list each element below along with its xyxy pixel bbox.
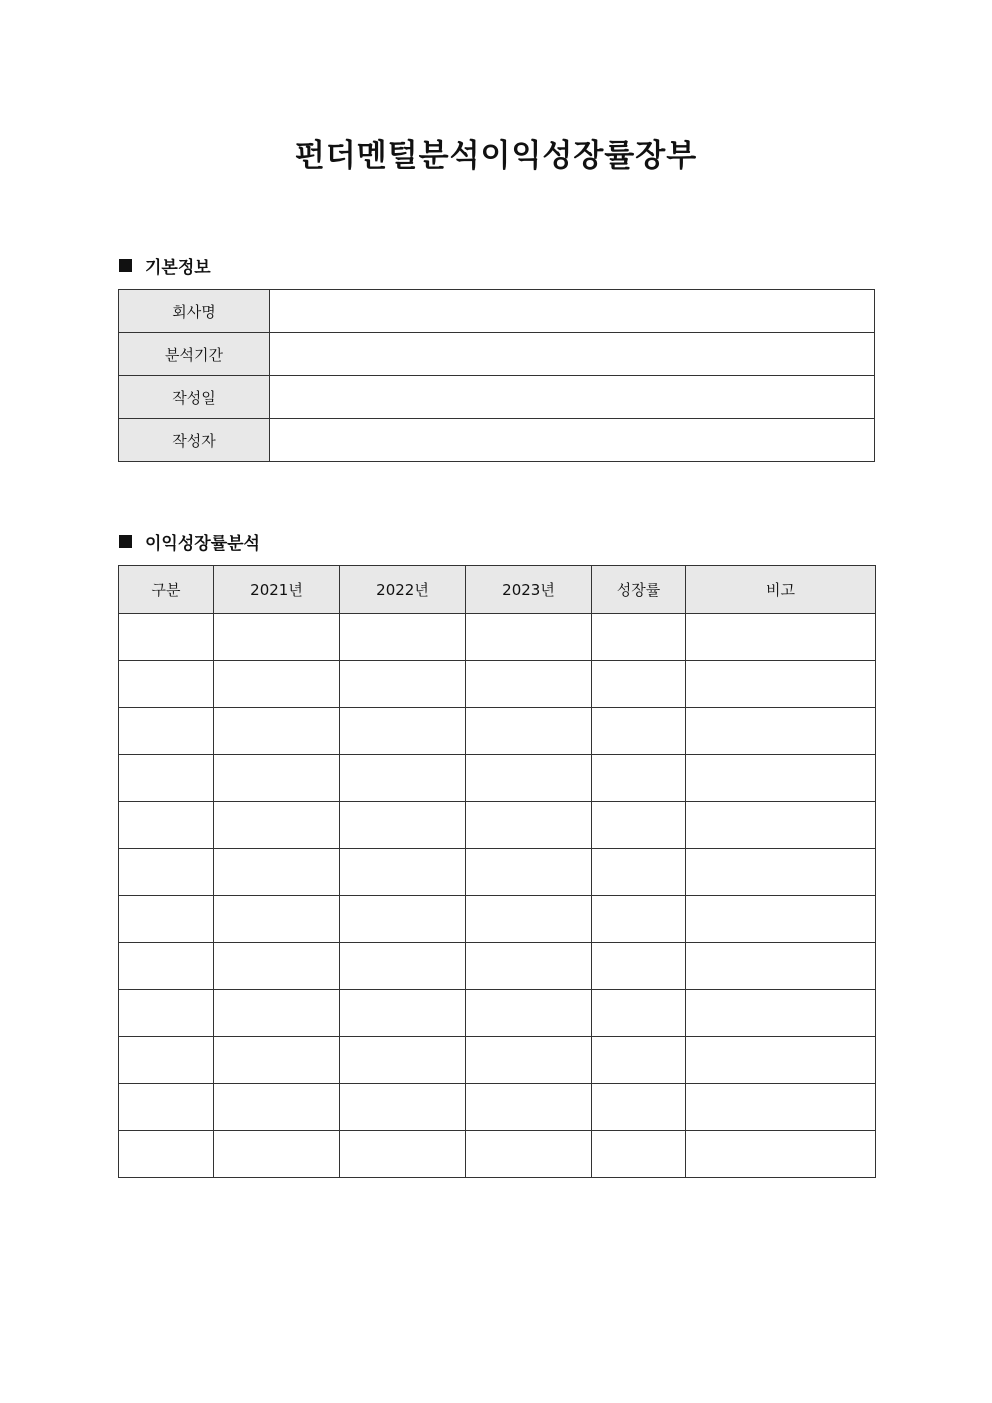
column-header-growth-rate: 성장률: [592, 566, 686, 614]
category-cell[interactable]: [119, 943, 214, 990]
category-cell[interactable]: [119, 1037, 214, 1084]
year-2021-cell[interactable]: [214, 849, 340, 896]
table-row: [119, 614, 876, 661]
growth-rate-cell[interactable]: [592, 896, 686, 943]
category-cell[interactable]: [119, 708, 214, 755]
remarks-cell[interactable]: [686, 614, 876, 661]
info-row-author: [119, 419, 875, 462]
growth-rate-cell[interactable]: [592, 755, 686, 802]
growth-rate-cell[interactable]: [592, 1131, 686, 1178]
table-row: [119, 708, 876, 755]
remarks-cell[interactable]: [686, 755, 876, 802]
year-2022-cell[interactable]: [340, 896, 466, 943]
remarks-cell[interactable]: [686, 802, 876, 849]
year-2023-cell[interactable]: [466, 990, 592, 1037]
remarks-cell[interactable]: [686, 849, 876, 896]
year-2021-cell[interactable]: [214, 1131, 340, 1178]
year-2022-cell[interactable]: [340, 1037, 466, 1084]
remarks-cell[interactable]: [686, 1037, 876, 1084]
column-header-2022: 2022년: [340, 566, 466, 614]
category-cell[interactable]: [119, 1084, 214, 1131]
growth-rate-cell[interactable]: [592, 802, 686, 849]
info-value-period[interactable]: [270, 333, 875, 376]
growth-rate-cell[interactable]: [592, 990, 686, 1037]
year-2022-cell[interactable]: [340, 990, 466, 1037]
growth-header-row: [119, 566, 876, 614]
year-2022-cell[interactable]: [340, 802, 466, 849]
year-2022-cell[interactable]: [340, 1131, 466, 1178]
category-cell[interactable]: [119, 661, 214, 708]
table-row: [119, 1084, 876, 1131]
year-2021-cell[interactable]: [214, 614, 340, 661]
year-2022-cell[interactable]: [340, 708, 466, 755]
remarks-cell[interactable]: [686, 661, 876, 708]
year-2022-cell[interactable]: [340, 755, 466, 802]
year-2023-cell[interactable]: [466, 896, 592, 943]
year-2023-cell[interactable]: [466, 943, 592, 990]
growth-analysis-table: [118, 565, 876, 1178]
info-value-company[interactable]: [270, 290, 875, 333]
table-row: [119, 802, 876, 849]
remarks-cell[interactable]: [686, 1131, 876, 1178]
year-2022-cell[interactable]: [340, 661, 466, 708]
growth-rate-cell[interactable]: [592, 849, 686, 896]
square-bullet-icon: [119, 259, 132, 272]
growth-rate-cell[interactable]: [592, 1084, 686, 1131]
table-row: [119, 849, 876, 896]
year-2023-cell[interactable]: [466, 1084, 592, 1131]
growth-analysis-heading-text: 이익성장률분석: [145, 533, 260, 554]
year-2021-cell[interactable]: [214, 708, 340, 755]
info-label-date: 작성일: [119, 376, 270, 419]
category-cell[interactable]: [119, 614, 214, 661]
year-2022-cell[interactable]: [340, 614, 466, 661]
year-2023-cell[interactable]: [466, 661, 592, 708]
growth-rate-cell[interactable]: [592, 943, 686, 990]
remarks-cell[interactable]: [686, 1084, 876, 1131]
column-header-2023: 2023년: [466, 566, 592, 614]
basic-info-heading: [119, 254, 211, 276]
info-row-company: [119, 290, 875, 333]
year-2023-cell[interactable]: [466, 708, 592, 755]
table-row: [119, 1131, 876, 1178]
year-2021-cell[interactable]: [214, 990, 340, 1037]
category-cell[interactable]: [119, 1131, 214, 1178]
info-value-author[interactable]: [270, 419, 875, 462]
category-cell[interactable]: [119, 849, 214, 896]
year-2021-cell[interactable]: [214, 661, 340, 708]
year-2023-cell[interactable]: [466, 755, 592, 802]
remarks-cell[interactable]: [686, 708, 876, 755]
column-header-remarks: 비고: [686, 566, 876, 614]
basic-info-table: [118, 289, 875, 462]
remarks-cell[interactable]: [686, 896, 876, 943]
year-2022-cell[interactable]: [340, 1084, 466, 1131]
growth-rate-cell[interactable]: [592, 614, 686, 661]
growth-rate-cell[interactable]: [592, 661, 686, 708]
info-label-author: 작성자: [119, 419, 270, 462]
basic-info-heading-text: 기본정보: [145, 257, 211, 278]
year-2021-cell[interactable]: [214, 1084, 340, 1131]
year-2021-cell[interactable]: [214, 802, 340, 849]
year-2021-cell[interactable]: [214, 896, 340, 943]
year-2023-cell[interactable]: [466, 1131, 592, 1178]
category-cell[interactable]: [119, 896, 214, 943]
table-row: [119, 661, 876, 708]
year-2021-cell[interactable]: [214, 943, 340, 990]
table-row: [119, 896, 876, 943]
year-2022-cell[interactable]: [340, 943, 466, 990]
info-row-date: [119, 376, 875, 419]
table-row: [119, 1037, 876, 1084]
year-2021-cell[interactable]: [214, 1037, 340, 1084]
remarks-cell[interactable]: [686, 943, 876, 990]
remarks-cell[interactable]: [686, 990, 876, 1037]
info-label-company: 회사명: [119, 290, 270, 333]
category-cell[interactable]: [119, 990, 214, 1037]
table-row: [119, 755, 876, 802]
growth-rate-cell[interactable]: [592, 1037, 686, 1084]
info-label-period: 분석기간: [119, 333, 270, 376]
year-2022-cell[interactable]: [340, 849, 466, 896]
table-row: [119, 943, 876, 990]
growth-analysis-heading: [119, 530, 260, 552]
page-title: 펀더멘털분석이익성장률장부: [294, 138, 698, 174]
category-cell[interactable]: [119, 802, 214, 849]
growth-rate-cell[interactable]: [592, 708, 686, 755]
year-2023-cell[interactable]: [466, 849, 592, 896]
year-2023-cell[interactable]: [466, 1037, 592, 1084]
growth-table-body: [119, 614, 876, 1178]
category-cell[interactable]: [119, 755, 214, 802]
square-bullet-icon: [119, 535, 132, 548]
info-row-period: [119, 333, 875, 376]
year-2023-cell[interactable]: [466, 614, 592, 661]
year-2023-cell[interactable]: [466, 802, 592, 849]
year-2021-cell[interactable]: [214, 755, 340, 802]
info-value-date[interactable]: [270, 376, 875, 419]
column-header-category: 구분: [119, 566, 214, 614]
column-header-2021: 2021년: [214, 566, 340, 614]
table-row: [119, 990, 876, 1037]
